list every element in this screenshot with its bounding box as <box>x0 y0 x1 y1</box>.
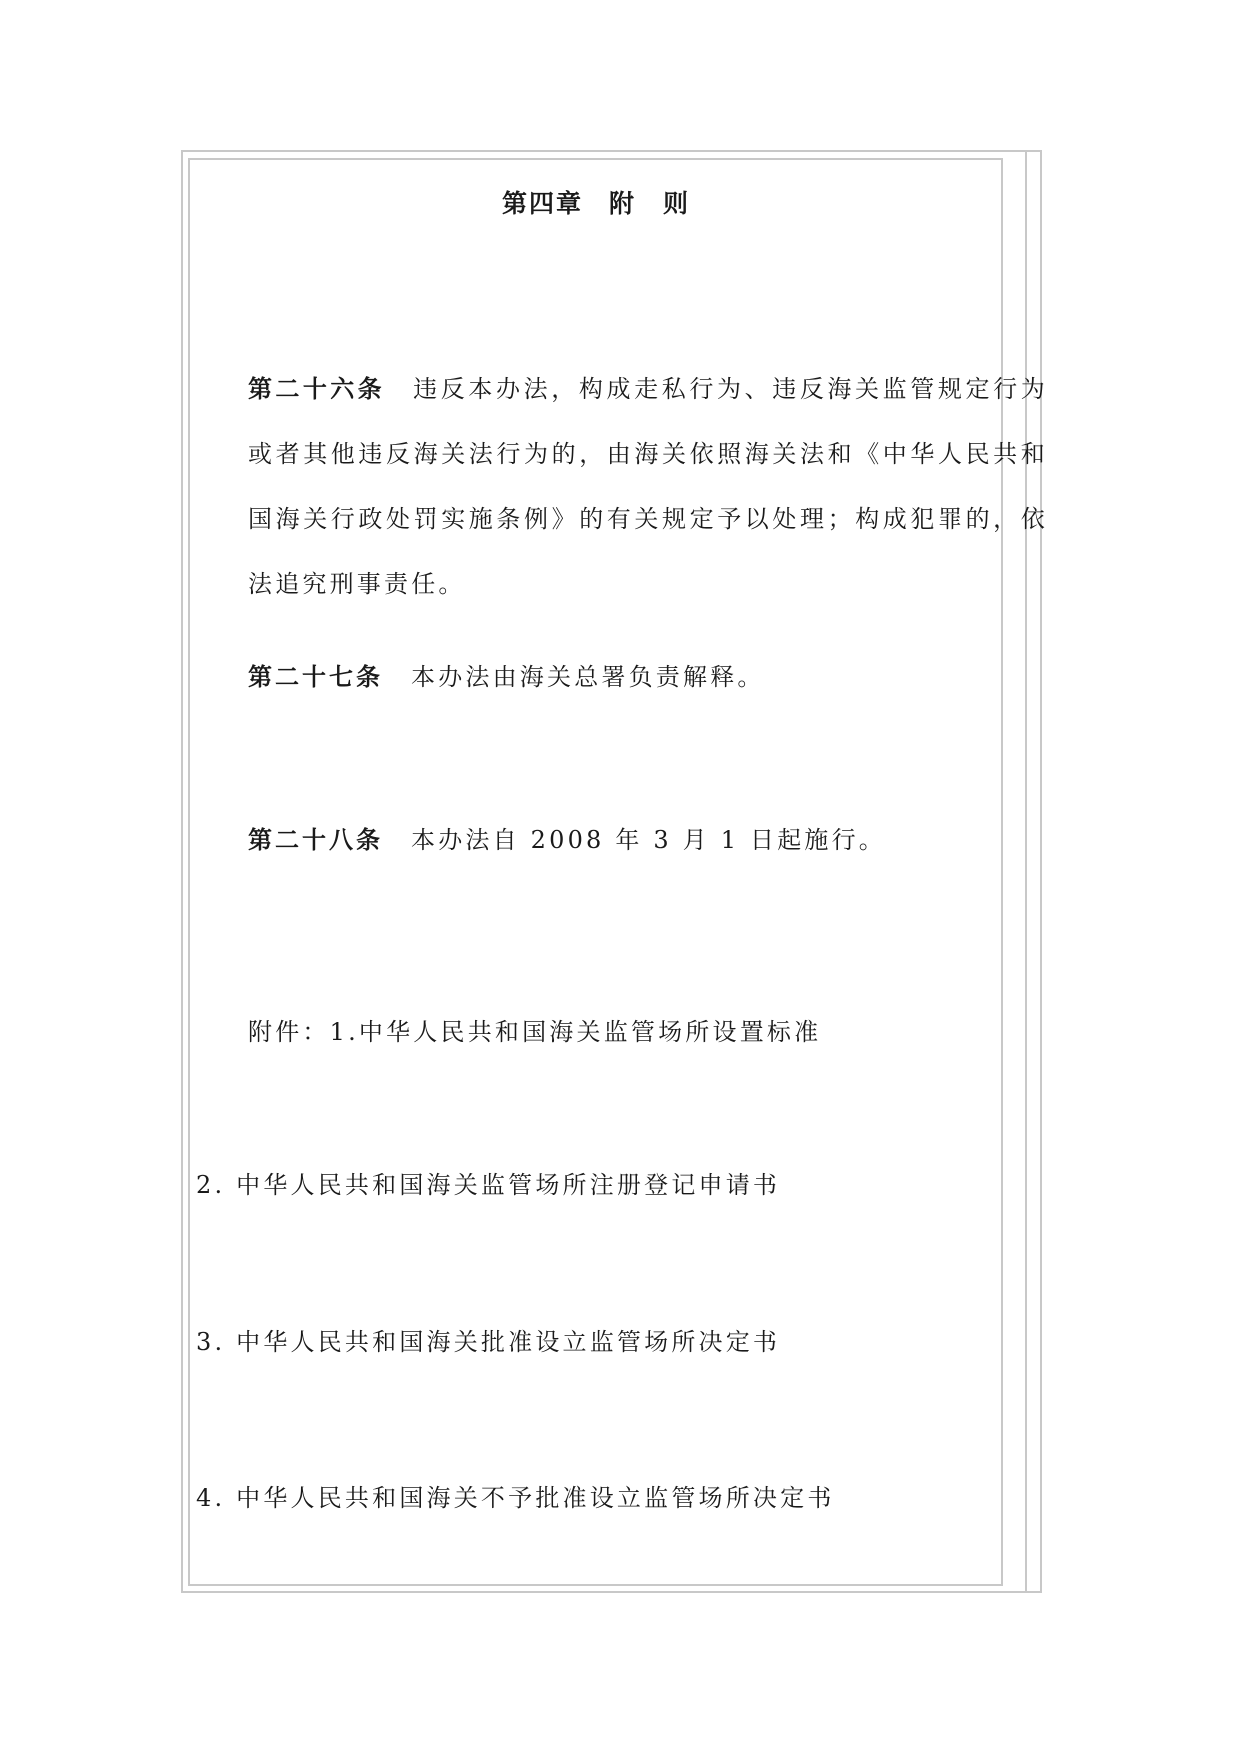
chapter-name: 附 则 <box>609 189 691 218</box>
attachment-item: 4. 中华人民共和国海关不予批准设立监管场所决定书 <box>196 1484 835 1512</box>
article-number: 第二十六条 <box>248 374 386 403</box>
attachment-item: 2. 中华人民共和国海关监管场所注册登记申请书 <box>196 1171 781 1199</box>
article-text: 违反本办法，构成走私行为、违反海关监管规定行为或者其他违反海关法行为的，由海关依照海关法和《中华人民共和国海关行政处罚实施条例》的有关规定予以处理；构成犯罪的，依法追究刑事责任。 <box>248 375 1048 598</box>
chapter-heading <box>196 184 996 220</box>
attachment-heading: 附件：1.中华人民共和国海关监管场所设置标准 <box>248 1018 822 1046</box>
article-text: 本办法由海关总署负责解释。 <box>411 663 765 691</box>
article-number: 第二十七条 <box>248 662 383 691</box>
article-26 <box>196 356 1048 617</box>
article-28 <box>196 807 1048 873</box>
article-text: 本办法自 2008 年 3 月 1 日起施行。 <box>411 826 886 854</box>
article-number: 第二十八条 <box>248 825 383 854</box>
article-27 <box>196 644 1048 710</box>
chapter-number: 第四章 <box>501 189 583 218</box>
attachment-item: 3. 中华人民共和国海关批准设立监管场所决定书 <box>196 1328 781 1356</box>
